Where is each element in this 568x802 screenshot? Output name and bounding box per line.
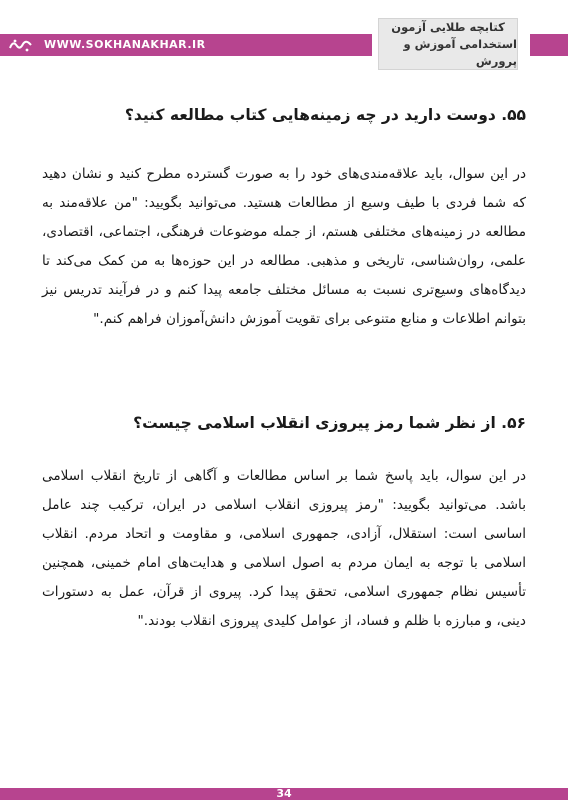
- book-title-box: [378, 18, 518, 70]
- book-title-line2: استخدامی آموزش و پرورش: [403, 36, 517, 68]
- question-55-heading: ۵۵. دوست دارید در چه زمینه‌هایی کتاب مطالعه کنید؟: [124, 106, 526, 124]
- book-title-line1: کتابچه طلایی آزمون: [391, 19, 505, 34]
- page-number: 34: [276, 787, 292, 800]
- answer-56-paragraph: در این سوال، باید پاسخ شما بر اساس مطالعات و آگاهی از تاریخ انقلاب اسلامی باشد. می‌توانید بگویید: "رمز پیروزی انقلاب اسلامی در ایران، ترکیب چند عامل اساسی است: استقلال، آزادی، جمهوری اسلامی، و مقاومت و اتحاد مردم. انقلاب اسلامی با توجه به ایمان مردم به اصول اسلامی و هدایت‌های امام خمینی، همچنین تأسیس نظام جمهوری اسلامی، تحقق پیدا کرد. پیروی از قرآن، عمل به دستورات دینی، و مبارزه با ظلم و فساد، از عوامل کلیدی پیروزی انقلاب بودند.": [42, 468, 526, 629]
- logo-icon: [7, 36, 35, 54]
- answer-55-paragraph: در این سوال، باید علاقه‌مندی‌های خود را به صورت گسترده مطرح کنید و نشان دهید که شما فردی با طیف وسیع از مطالعات هستید. می‌توانید بگویید: "من علاقه‌مند به مطالعه در زمینه‌های مختلفی هستم، از جمله موضوعات فرهنگی، اجتماعی، اقتصادی، علمی، روان‌شناسی، تاریخی و مذهبی. مطالعه در این حوزه‌ها به من کمک می‌کند تا دیدگاه‌های وسیع‌تری نسبت به مسائل مختلف جامعه پیدا کنم و در فرآیند تدریس نیز بتوانم اطلاعات و منابع متنوعی برای تقویت آموزش دانش‌آموزان فراهم کنم.": [42, 166, 526, 327]
- site-logo: [6, 35, 36, 55]
- header-accent-strip-right: [530, 34, 568, 56]
- page-header: [0, 0, 568, 80]
- question-56-heading: ۵۶. از نظر شما رمز پیروزی انقلاب اسلامی چیست؟: [133, 414, 526, 432]
- site-url: WWW.SOKHANAKHAR.IR: [44, 38, 206, 51]
